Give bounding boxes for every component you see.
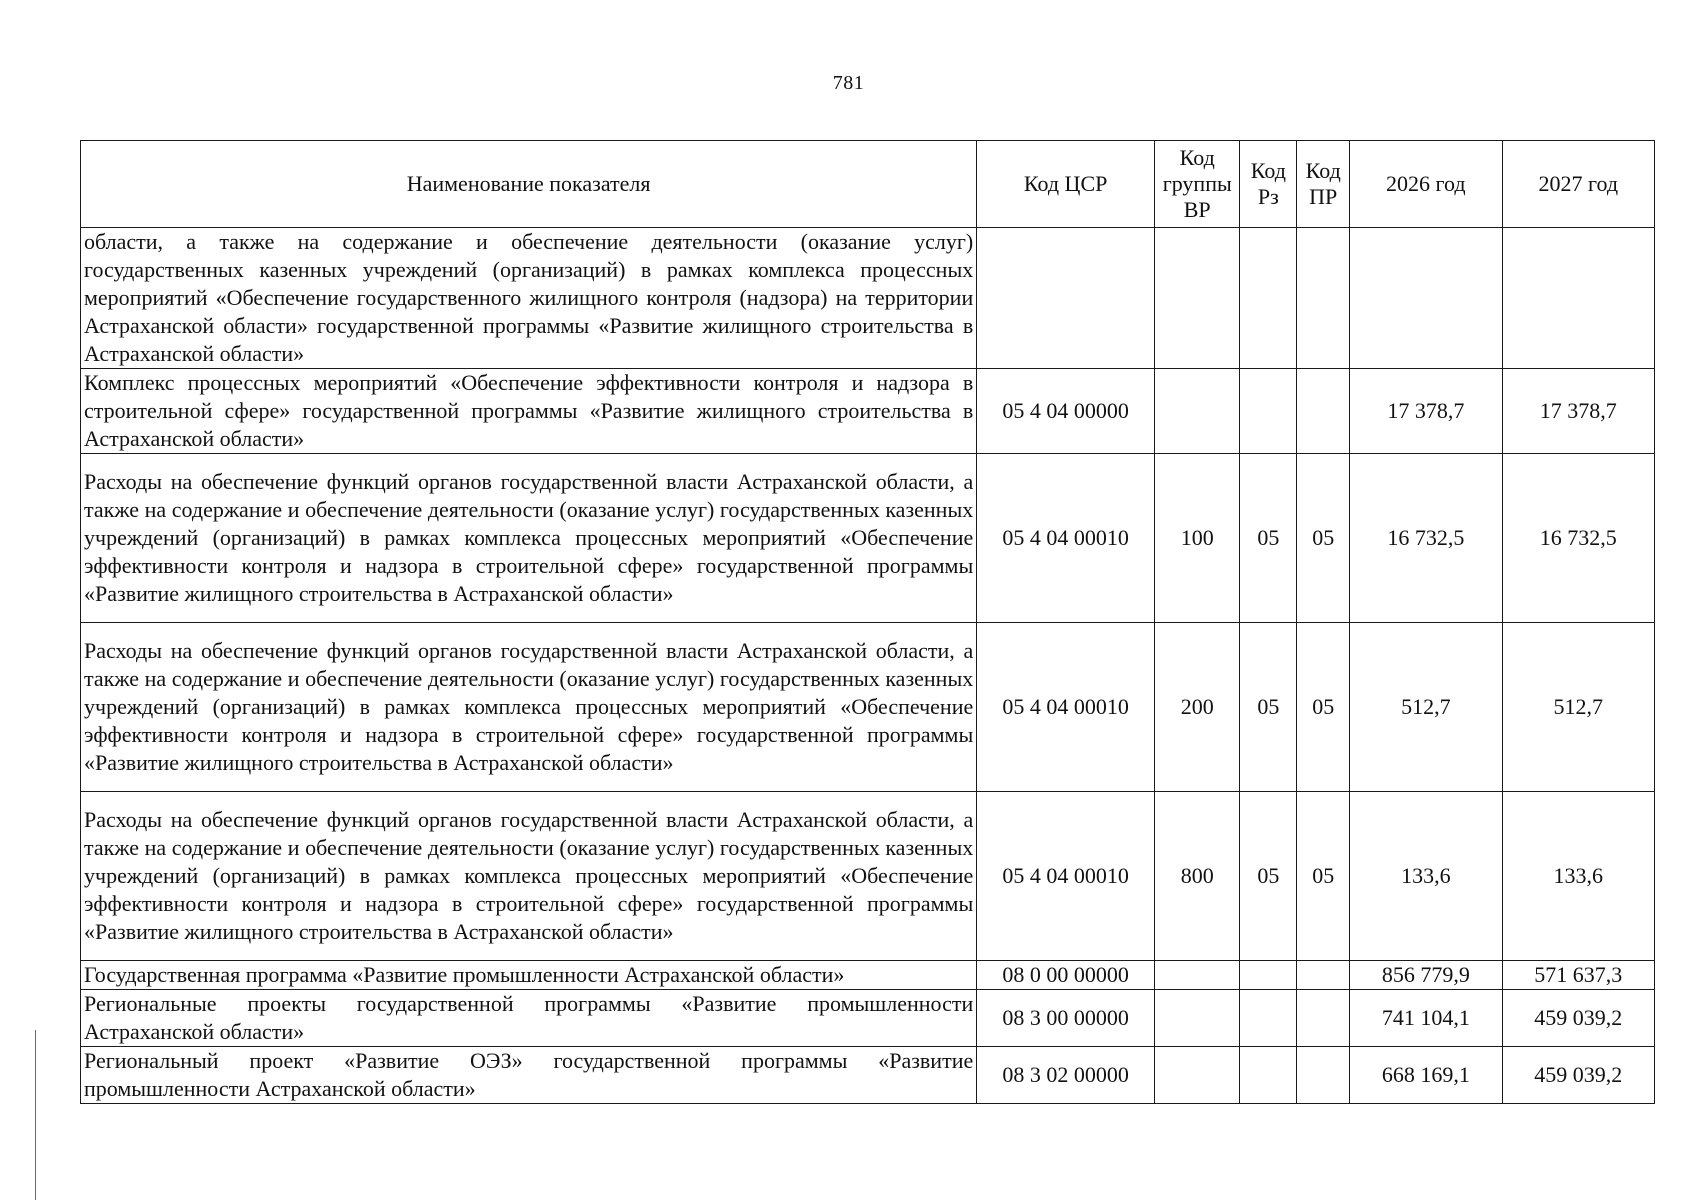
header-2026: 2026 год: [1350, 141, 1502, 228]
row-2026: 512,7: [1350, 623, 1502, 792]
row-csr: 08 3 02 00000: [977, 1047, 1155, 1104]
row-pr: 05: [1297, 454, 1350, 623]
table-row: [81, 228, 1655, 369]
row-vr: [1155, 369, 1240, 454]
row-csr: 05 4 04 00010: [977, 623, 1155, 792]
table-row: [81, 369, 1655, 454]
row-csr: 05 4 04 00010: [977, 454, 1155, 623]
row-pr: [1297, 990, 1350, 1047]
header-pr-line1: Код: [1305, 158, 1341, 183]
row-rz: 05: [1240, 792, 1297, 961]
row-rz: [1240, 1047, 1297, 1104]
row-name: Расходы на обеспечение функций органов государственной власти Астраханской области, а также на содержание и обеспечение деятельности (оказание услуг) государственных казенных учреждений (организаций) в рамках комплекса процессных мероприятий «Обеспечение эффективности контроля и надзора в строительной сфере» государственной программы «Развитие жилищного строительства в Астраханской области»: [81, 792, 977, 961]
row-rz: [1240, 369, 1297, 454]
row-csr: 05 4 04 00000: [977, 369, 1155, 454]
table-body: [81, 228, 1655, 1104]
header-vr-line1: Код: [1179, 145, 1215, 170]
row-pr: [1297, 369, 1350, 454]
table-row: [81, 454, 1655, 623]
row-2026: 856 779,9: [1350, 961, 1502, 990]
row-vr: [1155, 961, 1240, 990]
page-number: 781: [832, 72, 865, 94]
row-pr: [1297, 1047, 1350, 1104]
row-name: Региональные проекты государственной программы «Развитие промышленности Астраханской области»: [81, 990, 977, 1047]
row-rz: [1240, 990, 1297, 1047]
row-vr: [1155, 1047, 1240, 1104]
row-rz: 05: [1240, 454, 1297, 623]
row-rz: [1240, 228, 1297, 369]
row-name: Комплекс процессных мероприятий «Обеспечение эффективности контроля и надзора в строительной сфере» государственной программы «Развитие жилищного строительства в Астраханской области»: [81, 369, 977, 454]
row-2027: 16 732,5: [1502, 454, 1654, 623]
row-2027: 571 637,3: [1502, 961, 1654, 990]
row-pr: 05: [1297, 792, 1350, 961]
row-name: Расходы на обеспечение функций органов государственной власти Астраханской области, а также на содержание и обеспечение деятельности (оказание услуг) государственных казенных учреждений (организаций) в рамках комплекса процессных мероприятий «Обеспечение эффективности контроля и надзора в строительной сфере» государственной программы «Развитие жилищного строительства в Астраханской области»: [81, 454, 977, 623]
row-2026: 741 104,1: [1350, 990, 1502, 1047]
row-2026: 16 732,5: [1350, 454, 1502, 623]
row-2027: 133,6: [1502, 792, 1654, 961]
table-row: [81, 792, 1655, 961]
row-2027: 17 378,7: [1502, 369, 1654, 454]
row-pr: 05: [1297, 623, 1350, 792]
row-2027: [1502, 228, 1654, 369]
row-vr: [1155, 990, 1240, 1047]
header-pr: [1297, 141, 1350, 228]
header-2027: 2027 год: [1502, 141, 1654, 228]
header-name: Наименование показателя: [81, 141, 977, 228]
row-rz: 05: [1240, 623, 1297, 792]
row-pr: [1297, 228, 1350, 369]
row-2027: 459 039,2: [1502, 990, 1654, 1047]
row-2027: 459 039,2: [1502, 1047, 1654, 1104]
header-rz: [1240, 141, 1297, 228]
table-row: [81, 1047, 1655, 1104]
table-row: [81, 961, 1655, 990]
row-name: Государственная программа «Развитие промышленности Астраханской области»: [81, 961, 977, 990]
row-2026: 668 169,1: [1350, 1047, 1502, 1104]
row-name: Региональный проект «Развитие ОЭЗ» государственной программы «Развитие промышленности Астраханской области»: [81, 1047, 977, 1104]
row-2027: 512,7: [1502, 623, 1654, 792]
table-row: [81, 623, 1655, 792]
row-name: области, а также на содержание и обеспечение деятельности (оказание услуг) государственных казенных учреждений (организаций) в рамках комплекса процессных мероприятий «Обеспечение государственного жилищного контроля (надзора) на территории Астраханской области» государственной программы «Развитие жилищного строительства в Астраханской области»: [81, 228, 977, 369]
header-vr-line2: группы: [1162, 171, 1232, 196]
row-csr: 08 0 00 00000: [977, 961, 1155, 990]
table-row: [81, 990, 1655, 1047]
header-row: [81, 141, 1655, 228]
header-rz-line1: Код: [1250, 158, 1286, 183]
budget-table: [80, 140, 1655, 1104]
scan-edge-line: [35, 1030, 36, 1200]
row-2026: 133,6: [1350, 792, 1502, 961]
header-rz-line2: Рз: [1257, 184, 1279, 209]
header-csr: Код ЦСР: [977, 141, 1155, 228]
row-vr: 100: [1155, 454, 1240, 623]
row-csr: [977, 228, 1155, 369]
table-header: [81, 141, 1655, 228]
row-pr: [1297, 961, 1350, 990]
header-vr-line3: ВР: [1183, 197, 1211, 222]
row-2026: 17 378,7: [1350, 369, 1502, 454]
row-vr: 200: [1155, 623, 1240, 792]
row-rz: [1240, 961, 1297, 990]
header-vr: [1155, 141, 1240, 228]
row-csr: 05 4 04 00010: [977, 792, 1155, 961]
row-vr: [1155, 228, 1240, 369]
row-2026: [1350, 228, 1502, 369]
row-vr: 800: [1155, 792, 1240, 961]
row-csr: 08 3 00 00000: [977, 990, 1155, 1047]
row-name: Расходы на обеспечение функций органов государственной власти Астраханской области, а также на содержание и обеспечение деятельности (оказание услуг) государственных казенных учреждений (организаций) в рамках комплекса процессных мероприятий «Обеспечение эффективности контроля и надзора в строительной сфере» государственной программы «Развитие жилищного строительства в Астраханской области»: [81, 623, 977, 792]
header-pr-line2: ПР: [1309, 184, 1338, 209]
